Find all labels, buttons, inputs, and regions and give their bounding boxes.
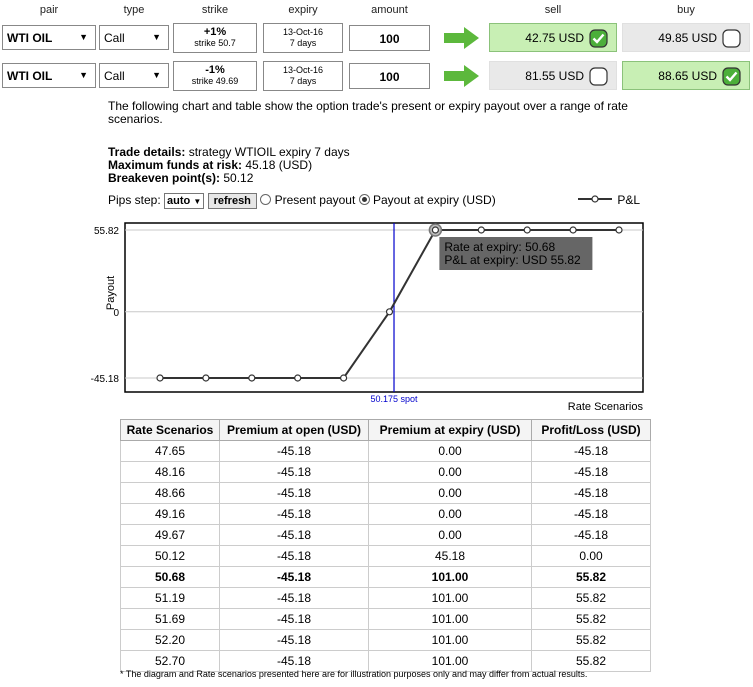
table-cell: 52.20 <box>121 630 220 651</box>
y-tick-label: 55.82 <box>93 226 119 237</box>
data-point <box>478 227 484 233</box>
pair-value: WTI OIL <box>7 31 53 45</box>
arrow-right-icon <box>444 27 479 49</box>
chart-controls <box>108 193 496 209</box>
table-cell: -45.18 <box>220 504 369 525</box>
header-expiry: expiry <box>288 4 318 16</box>
table-cell: 55.82 <box>532 651 651 672</box>
y-tick-label: 0 <box>113 307 119 319</box>
table-row <box>121 609 651 630</box>
pair-select[interactable] <box>2 25 96 50</box>
spot-label: 50.175 spot <box>370 394 418 404</box>
table-cell: -45.18 <box>220 462 369 483</box>
table-cell: 47.65 <box>121 441 220 462</box>
strike-percent: -1% <box>205 64 225 76</box>
table-cell: -45.18 <box>220 483 369 504</box>
type-value: Call <box>104 31 125 45</box>
table-row <box>121 588 651 609</box>
max-funds-value: 45.18 (USD) <box>245 158 313 172</box>
expiry-days: 7 days <box>289 38 317 48</box>
table-row <box>121 483 651 504</box>
y-axis-label: Payout <box>105 275 117 311</box>
intro-text: The following chart and table show the option trade's present or expiry payout over a range of rate scenarios. <box>108 99 628 126</box>
table-body <box>121 441 651 672</box>
dropdown-arrow-icon: ▼ <box>152 32 161 42</box>
sell-button[interactable] <box>489 61 617 90</box>
table-row <box>121 567 651 588</box>
sell-price: 81.55 USD <box>525 69 584 83</box>
expiry-days: 7 days <box>289 76 317 86</box>
expiry-payout-label: Payout at expiry (USD) <box>373 193 496 207</box>
table-row <box>121 525 651 546</box>
pips-step-label: Pips step: <box>108 193 161 207</box>
dropdown-arrow-icon: ▼ <box>79 70 88 80</box>
data-point <box>203 375 209 381</box>
table-cell: 50.68 <box>121 567 220 588</box>
trade-row-2 <box>0 60 753 94</box>
strike-value: strike 49.69 <box>191 76 239 86</box>
column-header-2: Premium at expiry (USD) <box>369 420 532 441</box>
type-select[interactable] <box>99 25 169 50</box>
present-payout-label: Present payout <box>274 193 356 207</box>
header-type: type <box>123 4 145 16</box>
disclaimer-footnote: * The diagram and Rate scenarios presented here are for illustration purposes only and may differ from actual results. <box>120 669 588 679</box>
table-cell: -45.18 <box>220 588 369 609</box>
trade-details-label: Trade details: <box>108 145 186 159</box>
table-cell: 101.00 <box>369 630 532 651</box>
table-cell: -45.18 <box>220 630 369 651</box>
table-cell: 48.16 <box>121 462 220 483</box>
table-cell: 51.69 <box>121 609 220 630</box>
strike-selector[interactable] <box>173 61 257 91</box>
table-cell: 101.00 <box>369 567 532 588</box>
table-cell: 0.00 <box>369 525 532 546</box>
table-cell: 50.12 <box>121 546 220 567</box>
y-tick-label: -45.18 <box>90 374 119 385</box>
type-select[interactable] <box>99 63 169 88</box>
type-value: Call <box>104 69 125 83</box>
arrow-right-icon <box>444 65 479 87</box>
strike-selector[interactable] <box>173 23 257 53</box>
expiry-date: 13-Oct-16 <box>282 27 324 37</box>
table-cell: 0.00 <box>369 483 532 504</box>
trade-details-value: strategy WTIOIL expiry 7 days <box>188 145 350 159</box>
refresh-button[interactable]: refresh <box>208 193 257 209</box>
table-cell: -45.18 <box>532 504 651 525</box>
table-cell: -45.18 <box>532 483 651 504</box>
scenario-table <box>120 419 651 672</box>
data-point <box>432 227 438 233</box>
buy-price: 88.65 USD <box>658 69 717 83</box>
checked-checkbox-icon <box>589 29 608 48</box>
unchecked-checkbox-icon <box>589 67 608 86</box>
tooltip-line: P&L at expiry: USD 55.82 <box>444 253 581 267</box>
buy-price: 49.85 USD <box>658 31 717 45</box>
data-point <box>249 375 255 381</box>
data-point <box>387 309 393 315</box>
strike-value: strike 50.7 <box>194 38 236 48</box>
amount-input[interactable]: 100 <box>349 63 430 89</box>
table-cell: -45.18 <box>220 441 369 462</box>
table-cell: 52.70 <box>121 651 220 672</box>
table-cell: 55.82 <box>532 588 651 609</box>
header-strike: strike <box>201 4 229 16</box>
table-cell: 49.67 <box>121 525 220 546</box>
data-point <box>295 375 301 381</box>
data-point <box>616 227 622 233</box>
table-cell: 48.66 <box>121 483 220 504</box>
header-amount: amount <box>371 4 408 16</box>
dropdown-arrow-icon: ▼ <box>79 32 88 42</box>
table-cell: -45.18 <box>220 651 369 672</box>
buy-button[interactable] <box>622 61 750 90</box>
table-cell: 0.00 <box>369 441 532 462</box>
data-point <box>341 375 347 381</box>
legend-marker-icon <box>578 194 614 204</box>
trade-row-1 <box>0 22 753 56</box>
table-header-row <box>121 420 651 441</box>
dropdown-arrow-icon: ▼ <box>152 70 161 80</box>
table-cell: 0.00 <box>369 462 532 483</box>
data-point <box>157 375 163 381</box>
table-row <box>121 504 651 525</box>
table-cell: 0.00 <box>532 546 651 567</box>
table-row <box>121 441 651 462</box>
table-cell: 101.00 <box>369 609 532 630</box>
unchecked-checkbox-icon <box>722 29 741 48</box>
present-payout-radio[interactable] <box>260 194 271 205</box>
header-sell: sell <box>544 4 562 16</box>
strike-percent: +1% <box>203 26 227 38</box>
table-cell: 49.16 <box>121 504 220 525</box>
column-header-1: Premium at open (USD) <box>220 420 369 441</box>
pips-step-value: auto <box>167 195 191 207</box>
table-cell: 55.82 <box>532 567 651 588</box>
table-cell: 101.00 <box>369 651 532 672</box>
pair-value: WTI OIL <box>7 69 53 83</box>
table-cell: 51.19 <box>121 588 220 609</box>
buy-button[interactable] <box>622 23 750 52</box>
max-funds-label: Maximum funds at risk: <box>108 158 243 172</box>
trade-details <box>108 146 350 185</box>
column-header-3: Profit/Loss (USD) <box>532 420 651 441</box>
expiry-selector[interactable] <box>263 23 343 53</box>
legend-label: P&L <box>617 193 641 207</box>
table-cell: -45.18 <box>220 525 369 546</box>
table-cell: -45.18 <box>532 525 651 546</box>
table-cell: -45.18 <box>532 462 651 483</box>
expiry-selector[interactable] <box>263 61 343 91</box>
breakeven-value: 50.12 <box>223 171 254 185</box>
data-point <box>570 227 576 233</box>
header-buy: buy <box>677 4 695 16</box>
table-row <box>121 630 651 651</box>
table-row <box>121 546 651 567</box>
expiry-payout-radio[interactable] <box>359 194 370 205</box>
column-header-0: Rate Scenarios <box>121 420 220 441</box>
table-cell: -45.18 <box>220 546 369 567</box>
table-cell: -45.18 <box>220 567 369 588</box>
table-cell: -45.18 <box>532 441 651 462</box>
table-cell: 0.00 <box>369 504 532 525</box>
tooltip-line: Rate at expiry: 50.68 <box>444 240 556 254</box>
data-point <box>524 227 530 233</box>
expiry-date: 13-Oct-16 <box>282 65 324 75</box>
pair-select[interactable] <box>2 63 96 88</box>
x-axis-label: Rate Scenarios <box>567 401 643 413</box>
table-row <box>121 462 651 483</box>
sell-price: 42.75 USD <box>525 31 584 45</box>
amount-input[interactable]: 100 <box>349 25 430 51</box>
header-pair: pair <box>39 4 59 16</box>
payout-chart <box>0 208 753 416</box>
breakeven-label: Breakeven point(s): <box>108 171 221 185</box>
pips-step-select[interactable] <box>164 193 204 209</box>
table-cell: 55.82 <box>532 609 651 630</box>
table-cell: 45.18 <box>369 546 532 567</box>
table-cell: -45.18 <box>220 609 369 630</box>
checked-checkbox-icon <box>722 67 741 86</box>
chart-legend <box>578 193 678 207</box>
dropdown-arrow-icon: ▼ <box>193 197 202 206</box>
sell-button[interactable] <box>489 23 617 52</box>
table-cell: 55.82 <box>532 630 651 651</box>
table-cell: 101.00 <box>369 588 532 609</box>
